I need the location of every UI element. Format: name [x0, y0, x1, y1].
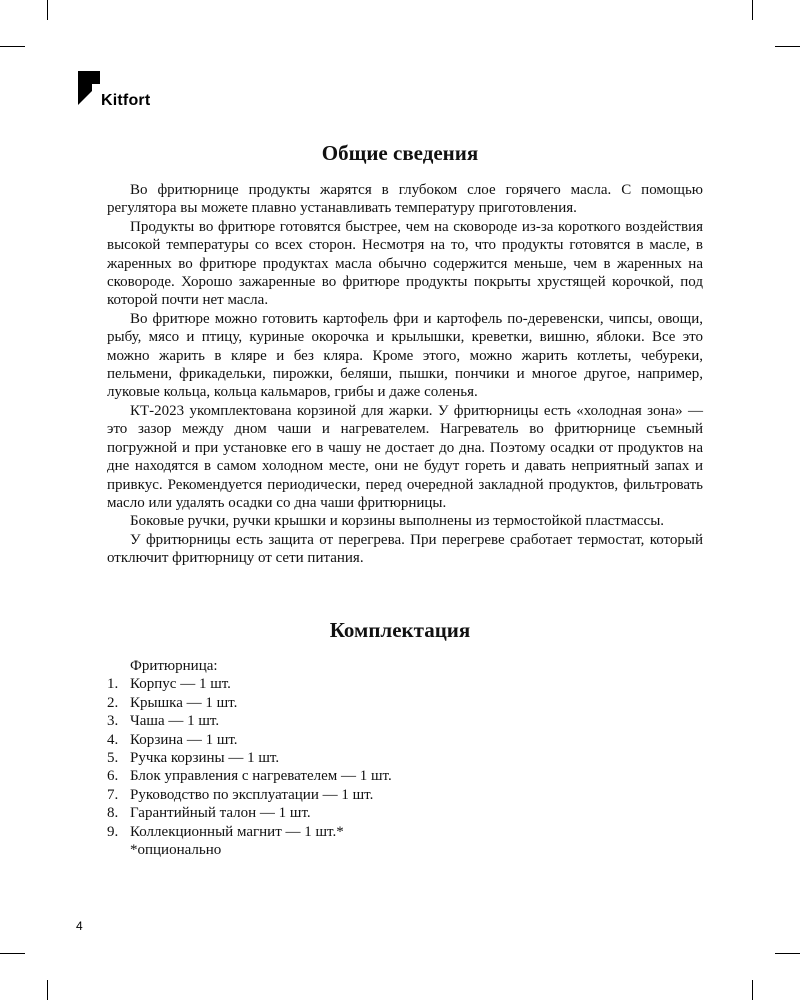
kit-list-block: [107, 657, 607, 859]
paragraph: У фритюрницы есть защита от перегрева. При перегреве сработает термостат, который отключит фритюрницу от сети питания.: [107, 531, 703, 567]
crop-mark: [775, 46, 800, 47]
list-item-number: 7.: [107, 786, 119, 803]
paragraph: КТ-2023 укомплектована корзиной для жарки. У фритюрницы есть «холодная зона» — это зазор между дном чаши и нагревателем. Нагреватель во фритюрнице съемный погружной и при установке его в чашу не достает до дна. Поэтому осадки от продуктов на дне находятся в самом холодном месте, они не будут гореть и давать неприятный запах и привкус. Рекомендуется периодически, перед очередной закладной продуктов, фильтровать масло или удалять осадки со дна чаши фритюрницы.: [107, 402, 703, 511]
list-item-number: 9.: [107, 823, 119, 840]
list-item: [107, 731, 607, 749]
list-item: [107, 823, 607, 841]
section-title-general: Общие сведения: [321, 141, 479, 165]
list-item: [107, 694, 607, 712]
brand-name: Kitfort: [101, 92, 151, 109]
list-item: [107, 786, 607, 804]
section-title-kit: Комплектация: [329, 618, 471, 642]
general-body: [107, 181, 703, 568]
list-item: [107, 675, 607, 693]
kit-intro: Фритюрница:: [130, 658, 218, 674]
list-item-number: 1.: [107, 676, 119, 693]
list-item-text: Чаша — 1 шт.: [130, 713, 220, 730]
list-item: [107, 712, 607, 730]
crop-mark: [47, 0, 48, 20]
crop-mark: [752, 980, 753, 1000]
list-item: [107, 767, 607, 785]
list-item-text: Корпус — 1 шт.: [130, 676, 231, 693]
paragraph: Во фритюре можно готовить картофель фри и картофель по-деревенски, чипсы, овощи, рыбу, мясо и птицу, куриные окорочка и крылышки, креветки, вишню, яблоки. Все это можно жарить в кляре и без кляра. Кроме этого, можно жарить котлеты, чебуреки, пельмени, фрикадельки, пирожки, беляши, пышки, пончики и многое другое, например, луковые кольца, кольца кальмаров, грибы и даже соленья.: [107, 310, 703, 401]
crop-mark: [47, 980, 48, 1000]
page-number: 4: [76, 919, 83, 933]
crop-mark: [0, 46, 25, 47]
paragraph: Продукты во фритюре готовятся быстрее, чем на сковороде из-за короткого воздействия высокой температуры со всех сторон. Несмотря на то, что продукты готовятся в масле, в жаренных во фритюре продуктах масла обычно содержится меньше, чем в жаренных на сковороде. Хорошо зажаренные во фритюре продукты покрыты хрустящей корочкой, под которой почти нет масла.: [107, 218, 703, 309]
list-item-text: Руководство по эксплуатации — 1 шт.: [130, 786, 374, 803]
list-item-number: 2.: [107, 694, 119, 711]
list-item-number: 3.: [107, 713, 119, 730]
list-item-number: 8.: [107, 805, 119, 822]
kitfort-logo-icon: [78, 71, 102, 109]
paragraph: Во фритюрнице продукты жарятся в глубоком слое горячего масла. С помощью регулятора вы можете плавно устанавливать температуру приготовления.: [107, 182, 703, 217]
list-item-text: Гарантийный талон — 1 шт.: [130, 805, 311, 822]
crop-mark: [752, 0, 753, 20]
list-item-number: 6.: [107, 768, 119, 785]
optional-note: *опционально: [130, 842, 222, 859]
list-item-text: Корзина — 1 шт.: [130, 731, 238, 748]
crop-mark: [775, 953, 800, 954]
list-item-text: Коллекционный магнит — 1 шт.*: [130, 823, 344, 840]
list-item: [107, 804, 607, 822]
list-item-text: Блок управления с нагревателем — 1 шт.: [130, 768, 392, 785]
kit-list: [107, 675, 607, 841]
list-item: [107, 749, 607, 767]
list-item-number: 5.: [107, 750, 119, 767]
crop-mark: [0, 953, 25, 954]
list-item-text: Ручка корзины — 1 шт.: [130, 750, 280, 767]
brand-logo: [78, 71, 188, 111]
paragraph: Боковые ручки, ручки крышки и корзины выполнены из термостойкой пластмассы.: [130, 513, 665, 530]
list-item-number: 4.: [107, 731, 119, 748]
list-item-text: Крышка — 1 шт.: [130, 694, 238, 711]
